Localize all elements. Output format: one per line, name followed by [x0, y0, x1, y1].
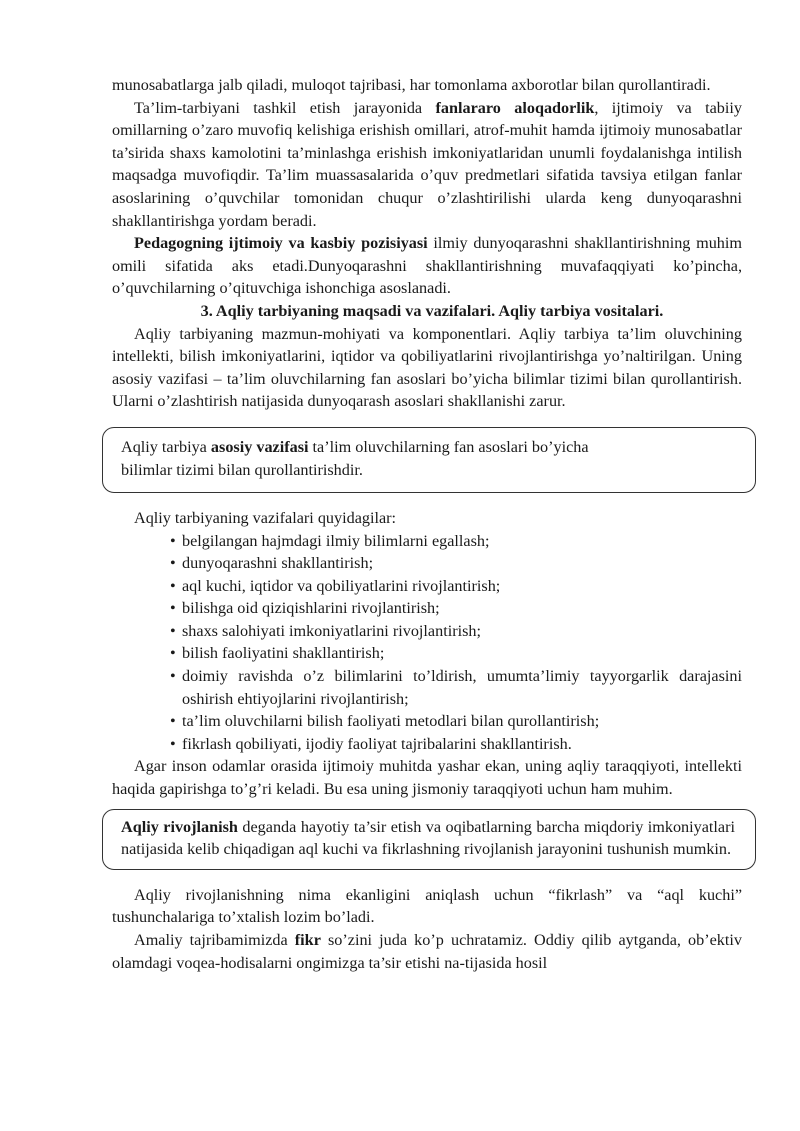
bullet-icon: •	[170, 576, 176, 595]
bullet-icon: •	[170, 599, 176, 618]
paragraph-7	[112, 929, 742, 974]
paragraph-1: munosabatlarga jalb qiladi, muloqot tajribasi, har tomonlama axborotlar bilan qurollantiradi.	[112, 76, 711, 94]
callout-box-mental-development-text	[121, 816, 735, 861]
paragraph-7-bold: fikr	[294, 931, 321, 949]
list-item	[112, 642, 742, 665]
bullet-icon: •	[170, 531, 176, 550]
paragraph-4: Aqliy tarbiyaning mazmun-mohiyati va komponentlari. Aqliy tarbiya ta’lim oluvchining intellekti, bilish imkoniyatlarini, iqtidor va qobiliyatlarini rivojlantirishga yo’naltirilgan. Uning asosiy vazifasi – ta’lim oluvchilarning fan asoslari bo’yicha bilimlar tizimi bilan qurollantirish. Ularni o’zlashtirish natijasida dunyoqarash asoslari shakllanishi zarur.	[112, 324, 742, 411]
list-item	[112, 620, 742, 643]
list-item	[112, 733, 742, 756]
bullet-icon: •	[170, 667, 176, 686]
list-item	[112, 530, 742, 553]
callout-box-main-task	[102, 427, 756, 493]
list-item	[112, 710, 742, 733]
document-page	[112, 74, 742, 974]
callout-box-mental-development	[102, 809, 756, 870]
paragraph-2-text-cont: , ijtimoiy va tabiiy omillarning o’zaro muvofiq kelishiga erishish omillari, atrof-muhit hamda ijtimoiy munosabatlar ta’sirida shaxs kamolotini ta’minlashga erishish imkoniyatlaridan unumli foydalanishga intilish maqsadga muvofiqdir. Ta’lim muassasalarida o’quv predmetlari sifatida tavsiya etilgan fanlar asoslarining o’quvchilar tomonidan chuqur o’zlashtirilishi ularda keng dunyoqarashni shakllantirishga yordam beradi.	[112, 98, 742, 230]
paragraph-7-text: Amaliy tajribamimizda	[134, 931, 295, 949]
list-item	[112, 552, 742, 575]
bullet-icon: •	[170, 644, 176, 663]
callout-2-bold: Aqliy rivojlanish	[121, 817, 238, 836]
paragraph-3	[112, 232, 742, 300]
section-heading: 3. Aqliy tarbiyaning maqsadi va vazifalari. Aqliy tarbiya vositalari.	[200, 301, 664, 320]
list-item-text: bilish faoliyatini shakllantirish;	[182, 644, 385, 663]
paragraph-2-bold: fanlararo aloqadorlik	[435, 98, 595, 117]
callout-1-bold: asosiy vazifasi	[210, 437, 309, 456]
callout-1-text-cont: ta’lim oluvchilarning fan asoslari bo’yicha	[308, 437, 589, 456]
bullet-icon: •	[170, 712, 176, 731]
list-item-text: doimiy ravishda o’z bilimlarini to’ldirish, umumta’limiy tayyorgarlik darajasini oshirish ehtiyojlarini rivojlantirish;	[182, 667, 742, 708]
list-item-text: shaxs salohiyati imkoniyatlarini rivojlantirish;	[182, 621, 481, 640]
list-item-text: belgilangan hajmdagi ilmiy bilimlarni egallash;	[182, 531, 490, 550]
bullet-icon: •	[170, 621, 176, 640]
callout-1-text: Aqliy tarbiya	[121, 437, 211, 456]
paragraph-2	[112, 97, 742, 233]
paragraph-3-text: ilmiy dunyoqarashni shakllantirishning muhim omili sifatida aks etadi.Dunyoqarashni shakllantirishning muvafaqqiyati ko’pincha, o’quvchilarning o’qituvchiga ishonchiga asoslanadi.	[112, 234, 742, 298]
paragraph-3-bold: Pedagogning ijtimoiy va kasbiy pozisiyasi	[134, 234, 428, 253]
bullet-icon: •	[170, 554, 176, 573]
tasks-intro: Aqliy tarbiyaning vazifalari quyidagilar:	[134, 508, 397, 527]
list-item-text: aql kuchi, iqtidor va qobiliyatlarini rivojlantirish;	[182, 576, 501, 595]
paragraph-2-text: Ta’lim-tarbiyani tashkil etish jarayonida	[134, 98, 436, 117]
tasks-list	[112, 530, 742, 756]
list-item-text: bilishga oid qiziqishlarini rivojlantirish;	[182, 599, 440, 618]
list-item-text: fikrlash qobiliyati, ijodiy faoliyat tajribalarini shakllantirish.	[182, 734, 572, 753]
list-item	[112, 665, 742, 710]
paragraph-6: Aqliy rivojlanishning nima ekanligini aniqlash uchun “fikrlash” va “aql kuchi” tushunchalariga to’xtalish lozim bo’ladi.	[112, 885, 742, 927]
paragraph-7-text-cont: so’zini juda ko’p uchratamiz. Oddiy qilib aytganda, ob’ektiv olamdagi voqea-hodisalarni ongimizga ta’sir etishi na-tijasida hosil	[112, 931, 742, 972]
bullet-icon: •	[170, 734, 176, 753]
list-item-text: dunyoqarashni shakllantirish;	[182, 554, 374, 573]
callout-box-main-task-text	[121, 436, 741, 481]
list-item	[112, 575, 742, 598]
callout-1-text-line2: bilimlar tizimi bilan qurollantirishdir.	[121, 460, 363, 479]
list-item-text: ta’lim oluvchilarni bilish faoliyati metodlari bilan qurollantirish;	[182, 712, 600, 731]
paragraph-5: Agar inson odamlar orasida ijtimoiy muhitda yashar ekan, uning aqliy taraqqiyoti, intellekti haqida gapirishga to’g’ri keladi. Bu esa uning jismoniy taraqqiyoti uchun ham muhim.	[112, 757, 742, 799]
callout-2-text: deganda hayotiy ta’sir etish va oqibatlarning barcha miqdoriy imkoniyatlari natijasida kelib chiqadigan aql kuchi va fikrlashning rivojlanish jarayonini tushunish mumkin.	[121, 817, 735, 859]
list-item	[112, 597, 742, 620]
